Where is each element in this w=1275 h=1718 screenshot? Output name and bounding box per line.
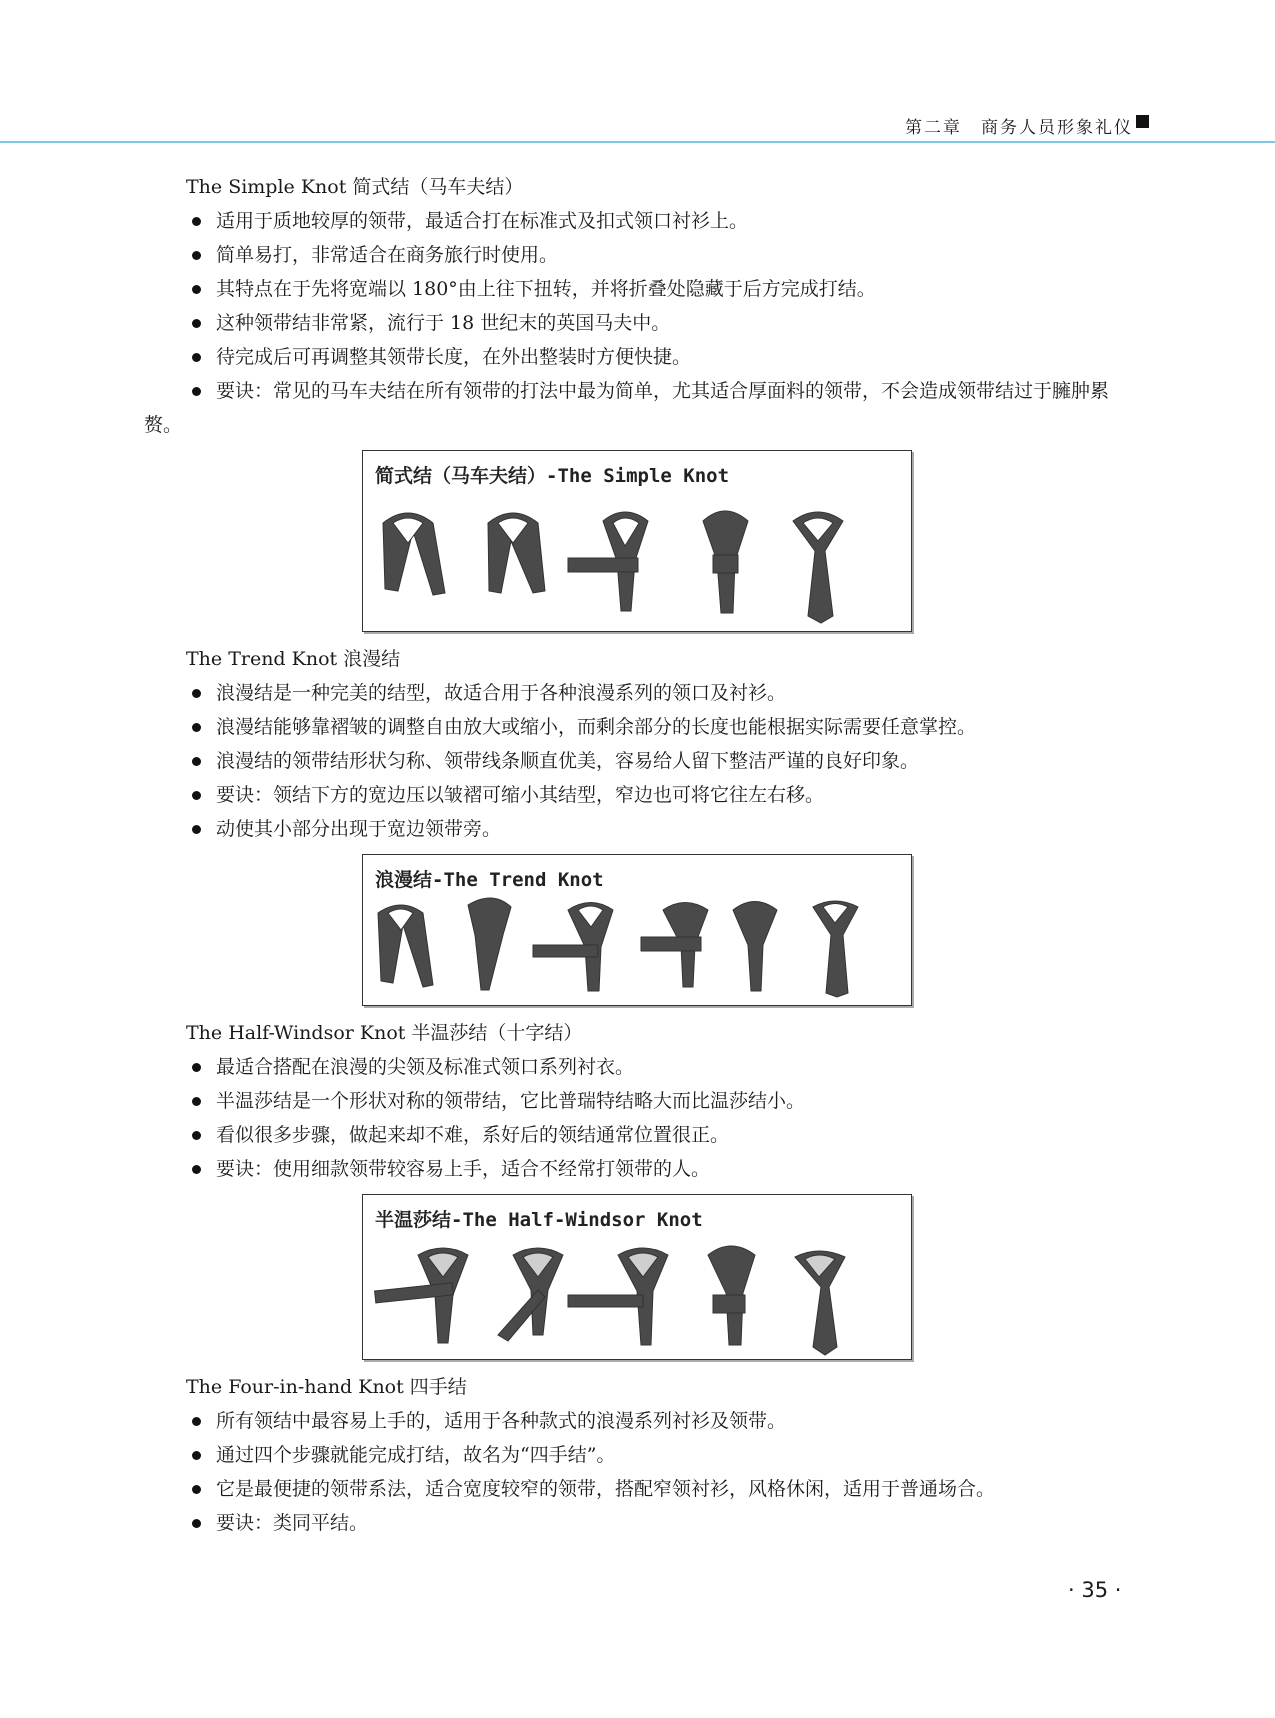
list-item: 半温莎结是一个形状对称的领带结，它比普瑞特结略大而比温莎结小。	[144, 1084, 1134, 1118]
list-item: 浪漫结能够靠褶皱的调整自由放大或缩小，而剩余部分的长度也能根据实际需要任意掌控。	[144, 710, 1134, 744]
bullet-list-trend-knot	[144, 676, 1134, 846]
section-title-simple-knot: The Simple Knot 简式结（马车夫结）	[186, 176, 524, 198]
section-title-half-windsor: The Half-Windsor Knot 半温莎结（十字结）	[186, 1022, 583, 1044]
bullet-list-four-in-hand	[144, 1404, 1134, 1540]
bullet-list-simple-knot	[144, 204, 1134, 442]
page-header	[0, 95, 1275, 143]
page-number: · 35 ·	[1068, 1578, 1122, 1602]
list-item: 简单易打，非常适合在商务旅行时使用。	[144, 238, 1134, 272]
tie-steps-illustration	[363, 1195, 910, 1359]
header-square-mark	[1136, 115, 1149, 128]
list-item: 动使其小部分出现于宽边领带旁。	[144, 812, 1134, 846]
page-content	[144, 170, 1134, 1540]
list-item: 最适合搭配在浪漫的尖领及标准式领口系列衬衣。	[144, 1050, 1134, 1084]
section-title-four-in-hand: The Four-in-hand Knot 四手结	[186, 1376, 467, 1398]
list-item: 所有领结中最容易上手的，适用于各种款式的浪漫系列衬衫及领带。	[144, 1404, 1134, 1438]
list-item: 这种领带结非常紧，流行于 18 世纪末的英国马夫中。	[144, 306, 1134, 340]
tie-steps-illustration	[363, 855, 910, 1005]
list-item: 看似很多步骤，做起来却不难，系好后的领结通常位置很正。	[144, 1118, 1134, 1152]
list-item: 它是最便捷的领带系法，适合宽度较窄的领带，搭配窄领衬衫，风格休闲，适用于普通场合。	[144, 1472, 1134, 1506]
chapter-title: 第二章 商务人员形象礼仪	[905, 118, 1133, 138]
section-title-trend-knot: The Trend Knot 浪漫结	[186, 648, 401, 670]
figure-title: 半温莎结-The Half-Windsor Knot	[375, 1209, 703, 1231]
figure-title: 简式结（马车夫结）-The Simple Knot	[375, 465, 730, 487]
list-item: 要诀：类同平结。	[144, 1506, 1134, 1540]
figure-trend-knot	[362, 854, 912, 1006]
list-item: 待完成后可再调整其领带长度，在外出整装时方便快捷。	[144, 340, 1134, 374]
list-item: 其特点在于先将宽端以 180°由上往下扭转，并将折叠处隐藏于后方完成打结。	[144, 272, 1134, 306]
figure-title: 浪漫结-The Trend Knot	[375, 869, 604, 891]
bullet-list-half-windsor	[144, 1050, 1134, 1186]
figure-simple-knot	[362, 450, 912, 632]
list-item: 浪漫结是一种完美的结型，故适合用于各种浪漫系列的领口及衬衫。	[144, 676, 1134, 710]
figure-half-windsor	[362, 1194, 912, 1360]
list-item: 要诀：领结下方的宽边压以皱褶可缩小其结型，窄边也可将它往左右移。	[144, 778, 1134, 812]
tie-steps-illustration	[363, 451, 910, 631]
list-item: 浪漫结的领带结形状匀称、领带线条顺直优美，容易给人留下整洁严谨的良好印象。	[144, 744, 1134, 778]
list-item: 适用于质地较厚的领带，最适合打在标准式及扣式领口衬衫上。	[144, 204, 1134, 238]
list-item: 要诀：常见的马车夫结在所有领带的打法中最为简单，尤其适合厚面料的领带，不会造成领带结过于臃肿累赘。	[144, 374, 1134, 442]
list-item: 要诀：使用细款领带较容易上手，适合不经常打领带的人。	[144, 1152, 1134, 1186]
list-item: 通过四个步骤就能完成打结，故名为“四手结”。	[144, 1438, 1134, 1472]
